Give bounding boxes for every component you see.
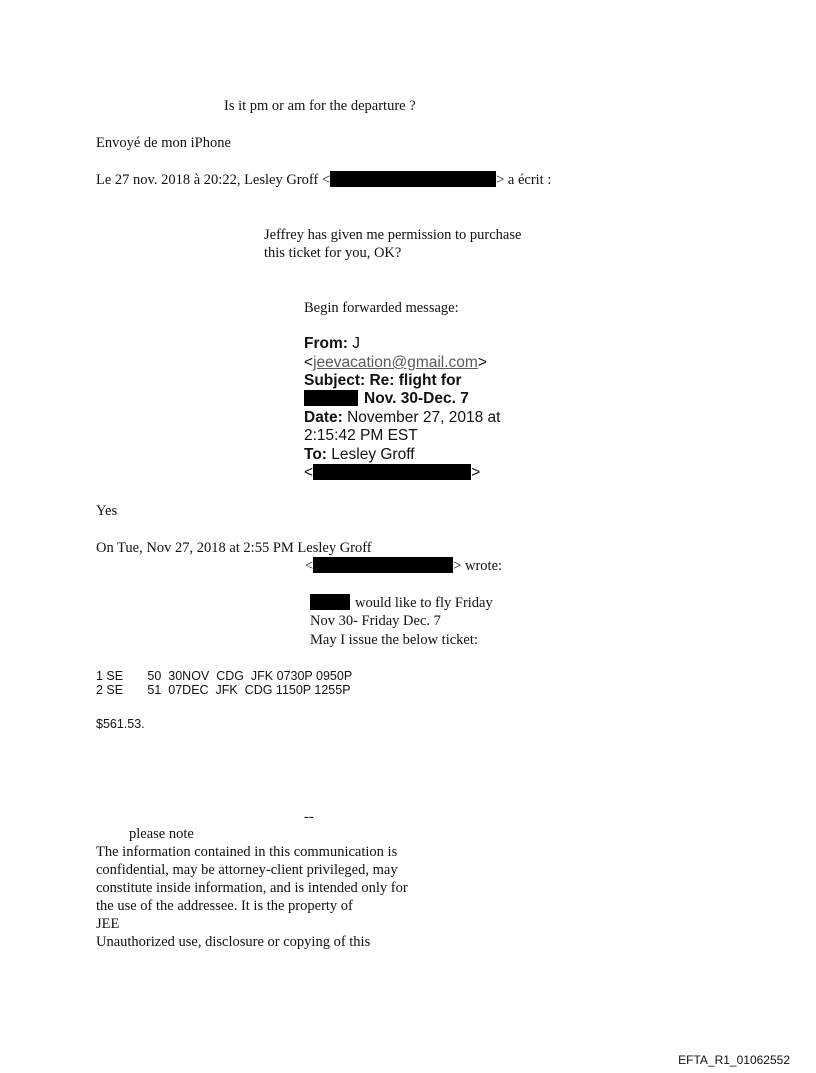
forwarded-intro: Begin forwarded message:	[304, 300, 459, 316]
footer-line-4: the use of the addressee. It is the property of	[96, 898, 353, 914]
english-reply-header: On Tue, Nov 27, 2018 at 2:55 PM Lesley Groff	[96, 540, 372, 556]
groff-message-line-2: this ticket for you, OK?	[264, 245, 402, 261]
document-id: EFTA_R1_01062552	[678, 1053, 790, 1067]
groff-message-line-1: Jeffrey has given me permission to purchase	[264, 227, 522, 243]
forwarded-from	[304, 335, 360, 354]
footer-line-6: Unauthorized use, disclosure or copying of this	[96, 934, 371, 950]
forwarded-date: Date: November 27, 2018 at	[304, 409, 501, 426]
ticket-price: $561.53.	[96, 717, 145, 731]
french-reply-header	[96, 171, 551, 189]
from-email-link[interactable]: jeevacation@gmail.com	[313, 354, 478, 371]
header-suffix: > a écrit :	[496, 172, 552, 188]
reply-question: Is it pm or am for the departure ?	[224, 98, 416, 114]
itinerary-line-1: 1 SE 50 30NOV CDG JFK 0730P 0950P	[96, 669, 353, 683]
footer-line-5: JEE	[96, 916, 120, 932]
request-line-1: would like to fly Friday	[310, 594, 493, 612]
footer-line-1: The information contained in this communication is	[96, 844, 398, 860]
date-label: Date:	[304, 409, 343, 426]
reply-yes: Yes	[96, 503, 118, 519]
signature-separator: --	[304, 809, 314, 825]
english-reply-header-email: < > wrote:	[305, 558, 503, 574]
redacted-name	[310, 594, 350, 610]
redacted-email	[330, 171, 496, 187]
subject-label: Subject:	[304, 372, 366, 389]
request-line-2: Nov 30- Friday Dec. 7	[310, 613, 441, 629]
forwarded-subject	[304, 372, 462, 391]
footer-line-3: constitute inside information, and is intended only for	[96, 880, 408, 896]
footer-please-note: please note	[129, 826, 194, 842]
to-label: To:	[304, 446, 327, 463]
redacted-email	[313, 464, 471, 480]
forwarded-from-email: <jeevacation@gmail.com>	[304, 354, 487, 371]
forwarded-subject-dates: Nov. 30-Dec. 7	[304, 390, 469, 409]
forwarded-date-time: 2:15:42 PM EST	[304, 427, 418, 444]
forwarded-to-email: < >	[304, 464, 481, 481]
subject-text: Re: flight for	[369, 372, 462, 389]
from-label: From:	[304, 335, 348, 352]
redacted-name	[304, 390, 358, 406]
to-name: Lesley Groff	[331, 446, 415, 463]
redacted-email	[313, 557, 453, 573]
request-line-3: May I issue the below ticket:	[310, 632, 478, 648]
sent-from-signature: Envoyé de mon iPhone	[96, 135, 231, 151]
header-prefix: Le 27 nov. 2018 à 20:22, Lesley Groff <	[96, 172, 331, 188]
itinerary-line-2: 2 SE 51 07DEC JFK CDG 1150P 1255P	[96, 683, 351, 697]
footer-line-2: confidential, may be attorney-client privileged, may	[96, 862, 398, 878]
from-name: J	[352, 335, 360, 352]
forwarded-to	[304, 446, 415, 465]
